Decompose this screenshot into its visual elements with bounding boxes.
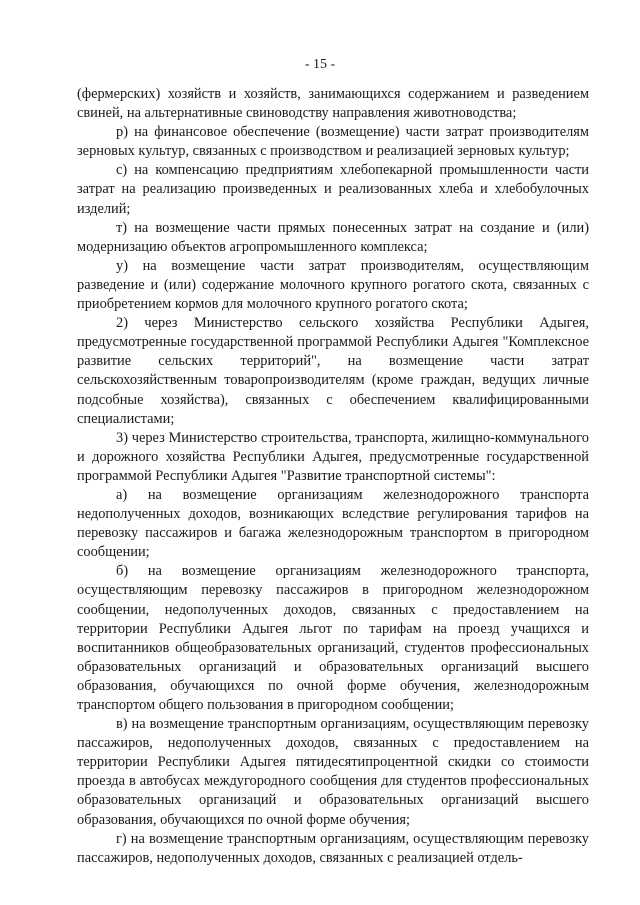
paragraph-item-s: с) на компенсацию предприятиям хлебопекарной промышленности части затрат на реализацию произведенных и реализованных хлеба и хлебобулочных изделий;	[77, 162, 589, 217]
paragraph-item-u: у) на возмещение части затрат производителям, осуществляющим разведение и (или) содержание молочного крупного рогатого скота, связанных с приобретением кормов для молочного крупного рогатого скота;	[77, 257, 589, 313]
paragraph-item-v: в) на возмещение транспортным организациям, осуществляющим перевозку пассажиров, недополученных доходов, связанных с предоставлением на территории Республики Адыгея пятидесятипроцентной скидки со стоимости проезда в автобусах междугородного сообщения для студентов профессиональных образовательных организаций и образовательных организаций высшего образования, обучающихся по очной форме обучения;	[77, 716, 589, 828]
paragraph-item-t: т) на возмещение части прямых понесенных затрат на создание и (или) модернизацию объектов агропромышленного комплекса;	[77, 219, 589, 255]
paragraph-item-2: 2) через Министерство сельского хозяйства Республики Адыгея, предусмотренные государственной программой Республики Адыгея "Комплексное развитие сельских территорий", на возмещение части затрат сельскохозяйственным товаропроизводителям (кроме граждан, ведущих личные подсобные хозяйства), связанных с обеспечением квалифицированными специалистами;	[77, 315, 589, 427]
paragraph-continuation: (фермерских) хозяйств и хозяйств, занимающихся содержанием и разведением свиней, на альтернативные свиноводству направления животноводства;	[77, 86, 589, 122]
paragraph-item-r: р) на финансовое обеспечение (возмещение) части затрат производителям зерновых культур, связанных с производством и реализацией зерновых культур;	[77, 124, 589, 160]
page-number: - 15 -	[304, 57, 336, 72]
document-body	[77, 85, 589, 868]
paragraph-item-3: 3) через Министерство строительства, транспорта, жилищно-коммунального и дорожного хозяйства Республики Адыгея, предусмотренные государственной программой Республики Адыгея "Развитие транспортной системы":	[77, 429, 589, 484]
paragraph-item-g: г) на возмещение транспортным организациям, осуществляющим перевозку пассажиров, недополученных доходов, связанных с реализацией отдель-	[77, 830, 589, 866]
paragraph-item-a: а) на возмещение организациям железнодорожного транспорта недополученных доходов, возникающих вследствие регулирования тарифов на перевозку пассажиров и багажа железнодорожным транспортом в пригородном сообщении;	[77, 486, 589, 561]
paragraph-item-b: б) на возмещение организациям железнодорожного транспорта, осуществляющим перевозку пассажиров в пригородном железнодорожном сообщении, недополученных доходов, связанных с предоставлением на территории Республики Адыгея льгот по тарифам на проезд учащихся и воспитанников общеобразовательных организаций, студентов профессиональных образовательных организаций и образовательных организаций высшего образования, обучающихся по очной форме обучения, железнодорожным транспортом общего пользования в пригородном сообщении;	[77, 563, 589, 713]
